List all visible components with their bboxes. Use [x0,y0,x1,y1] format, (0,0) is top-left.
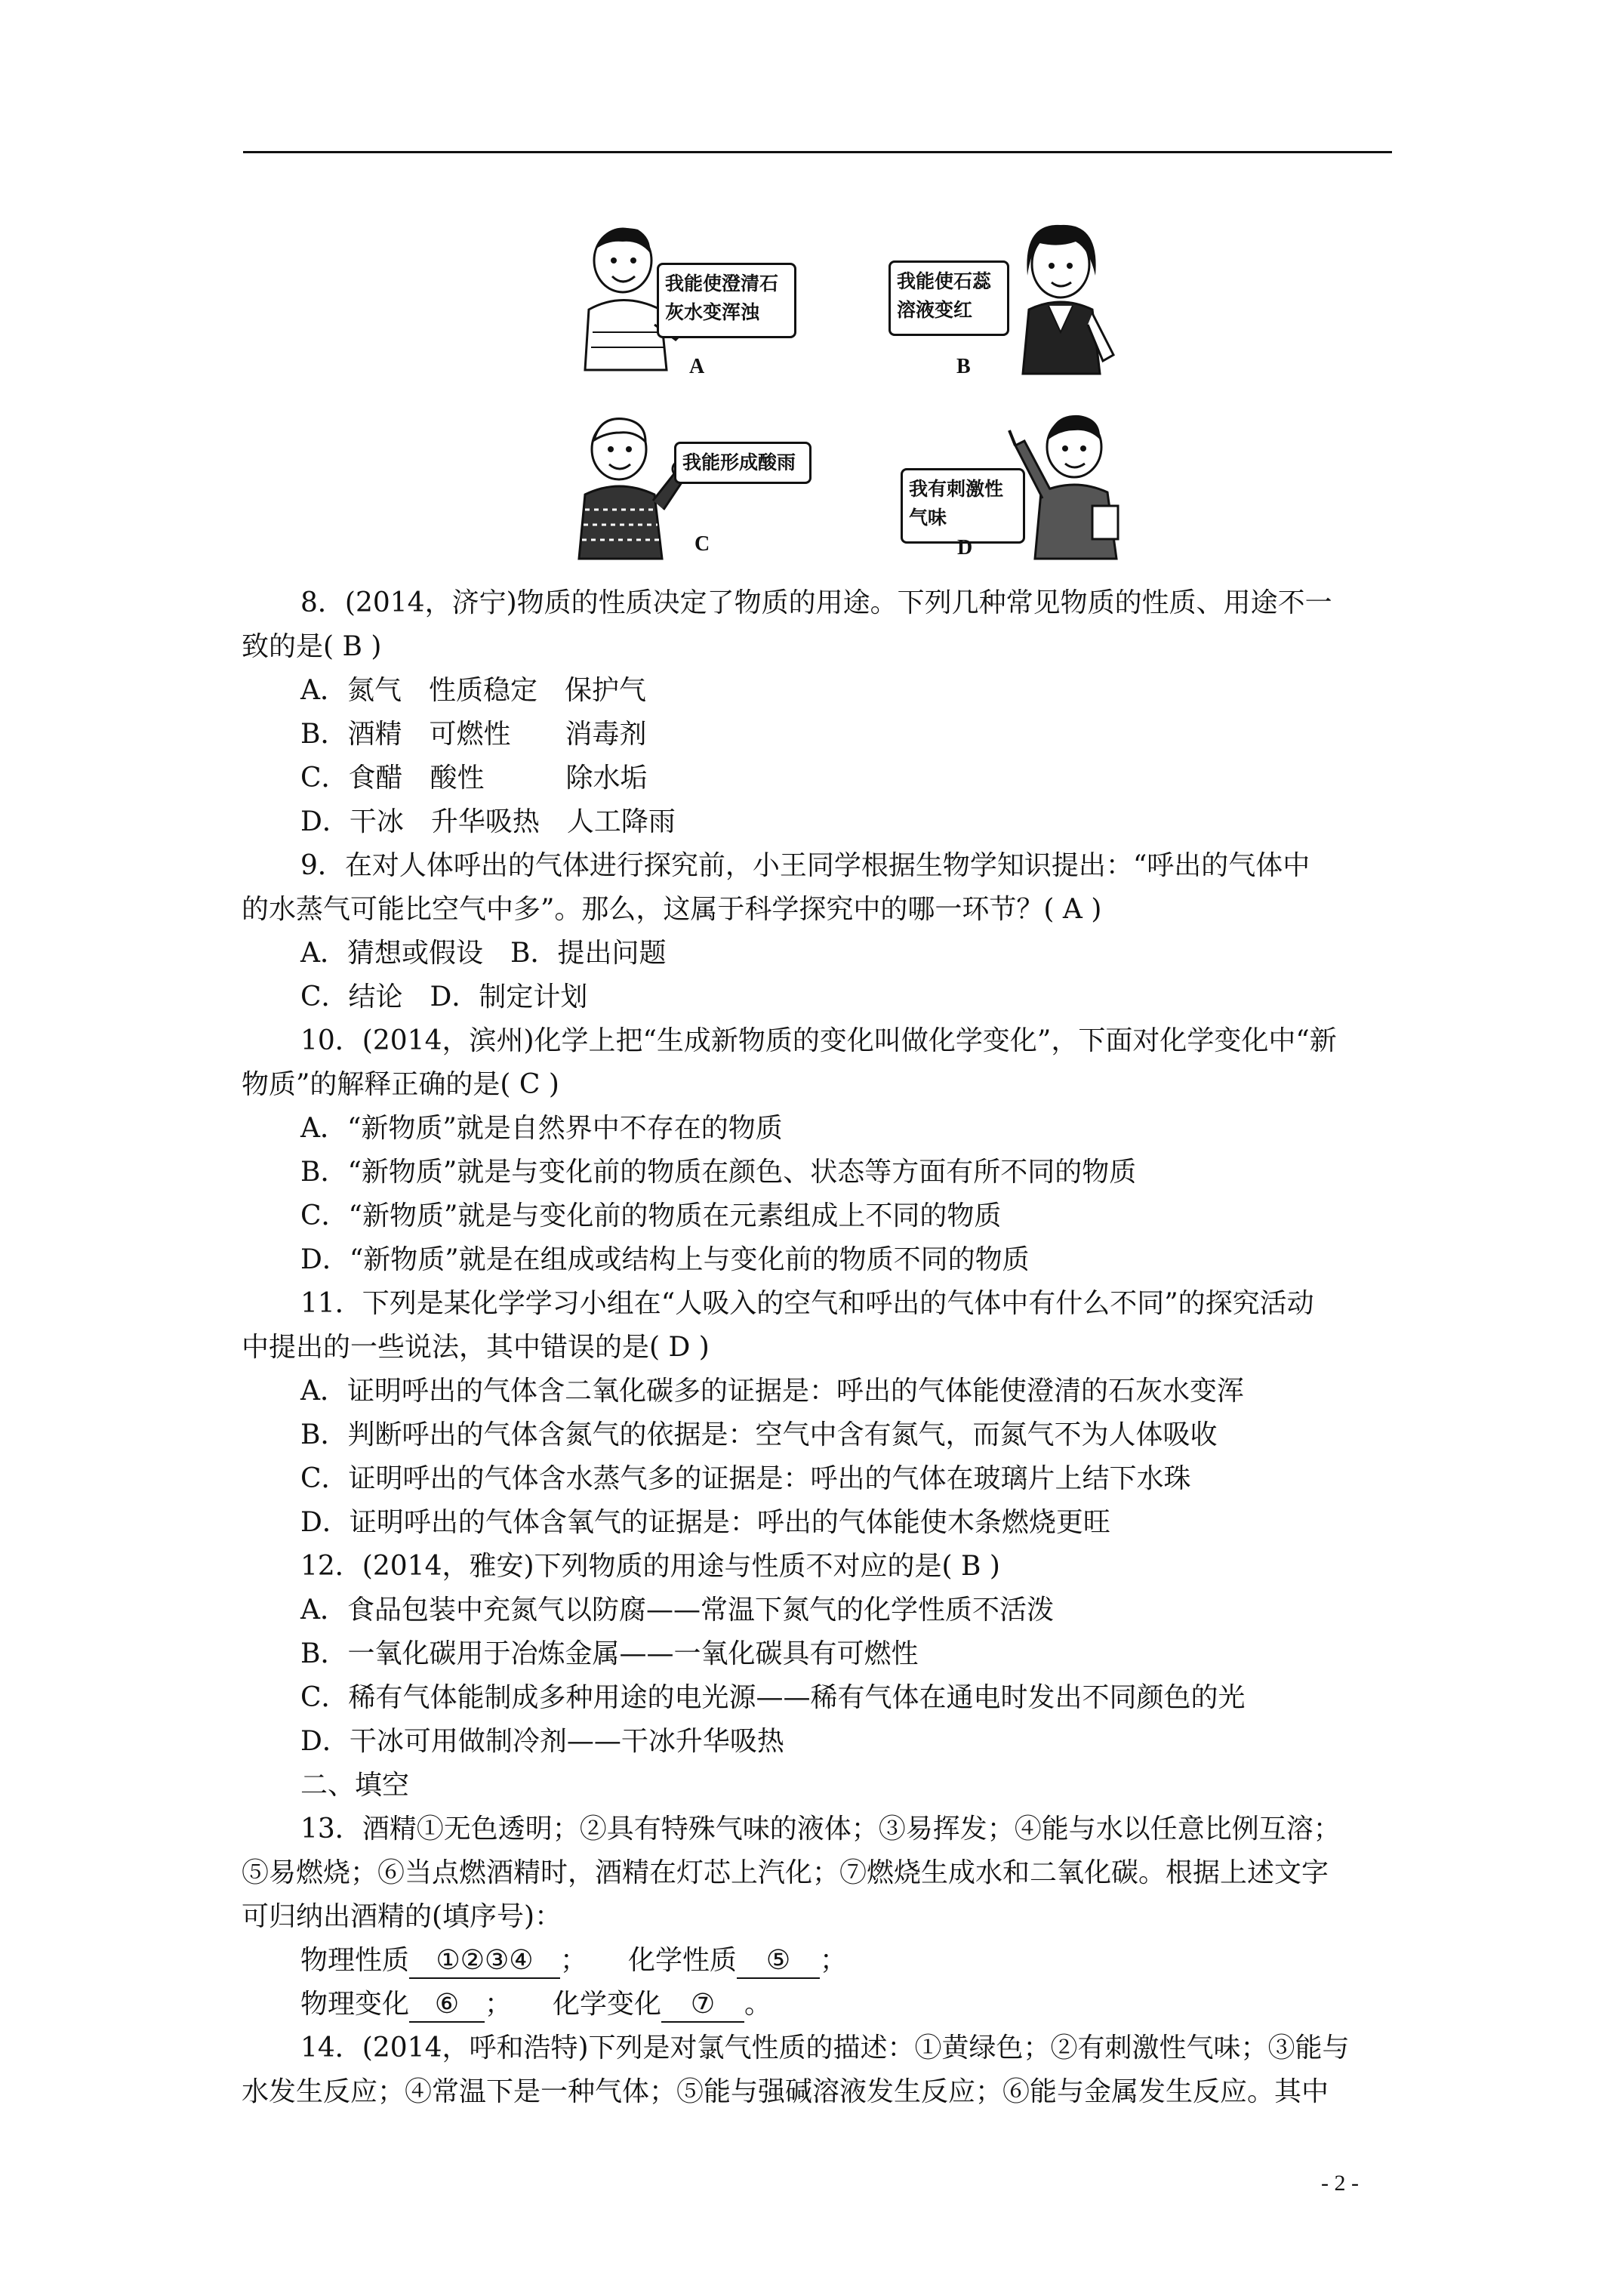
question-text: 8．(2014，济宁)物质的性质决定了物质的用途。下列几种常见物质的性质、用途不一 [300,587,1332,618]
question-text: 11．下列是某化学学习小组在“人吸入的空气和呼出的气体中有什么不同”的探究活动 [300,1288,1314,1319]
question-text: 的水蒸气可能比空气中多”。那么，这属于科学探究中的哪一环节？( A ) [242,894,1102,925]
answer-label: 物理性质 [300,1945,410,1976]
option-row: A．猜想或假设 B．提出问题 [300,938,667,969]
question-11 [242,1282,1397,1545]
question-10 [242,1019,1397,1282]
panel-b [879,219,1129,389]
answer-blank: ⑥ [409,1988,485,2023]
speech-bubble-a [657,263,796,338]
bubble-a-line-1: 我能使澄清石 [665,273,779,294]
question-13 [242,1808,1397,2026]
option-d: D．证明呼出的气体含氧气的证据是：呼出的气体能使木条燃烧更旺 [300,1507,1110,1538]
answer-label: 物理变化 [300,1989,410,2020]
option-b: B．“新物质”就是与变化前的物质在颜色、状态等方面有所不同的物质 [300,1157,1137,1188]
question-9 [242,844,1397,1019]
question-text: 10．(2014，滨州)化学上把“生成新物质的变化叫做化学变化”，下面对化学变化中“新 [300,1025,1337,1056]
answer-end: 。 [744,1989,772,2020]
panel-b-letter: B [956,355,971,378]
option-a: A．食品包装中充氮气以防腐——常温下氮气的化学性质不活泼 [300,1595,1054,1626]
question-text: 14．(2014，呼和浩特)下列是对氯气性质的描述：①黄绿色；②有刺激性气味；③能与 [300,2032,1350,2063]
answer-row-2 [242,1983,1397,2026]
option-d: D．“新物质”就是在组成或结构上与变化前的物质不同的物质 [300,1244,1030,1275]
option-row: C．结论 D．制定计划 [300,982,588,1012]
option-a: A．氮气 性质稳定 保护气 [300,675,646,706]
bubble-d-line-2: 气味 [909,507,947,529]
option-c: C．“新物质”就是与变化前的物质在元素组成上不同的物质 [300,1200,1002,1231]
bubble-b-line-1: 我能使石蕊 [897,270,992,292]
question-text: ⑤易燃烧；⑥当点燃酒精时，酒精在灯芯上汽化；⑦燃烧生成水和二氧化碳。根据上述文字 [242,1857,1329,1888]
bubble-c-line-1: 我能形成酸雨 [682,451,796,473]
option-c: C．证明呼出的气体含水蒸气多的证据是：呼出的气体在玻璃片上结下水珠 [300,1463,1191,1494]
speech-bubble-d [901,468,1025,544]
question-text: 水发生反应；④常温下是一种气体；⑤能与强碱溶液发生反应；⑥能与金属发生反应。其中 [242,2076,1329,2107]
question-text: 可归纳出酒精的(填序号)： [242,1901,562,1932]
answer-label: 化学性质 [628,1945,738,1976]
panel-c-letter: C [694,532,710,556]
panel-c [570,411,819,562]
option-a: A．“新物质”就是自然界中不存在的物质 [300,1113,783,1144]
question-12 [242,1545,1397,1764]
question-text: 物质”的解释正确的是( C ) [242,1069,559,1100]
section-heading: 二、填空 [300,1770,410,1801]
option-a: A．证明呼出的气体含二氧化碳多的证据是：呼出的气体能使澄清的石灰水变浑 [300,1376,1244,1407]
bubble-a-line-2: 灰水变浑浊 [665,301,760,323]
question-content [242,581,1397,2114]
question-text: 9．在对人体呼出的气体进行探究前，小王同学根据生物学知识提出：“呼出的气体中 [300,850,1310,881]
option-b: B．判断呼出的气体含氮气的依据是：空气中含有氮气，而氮气不为人体吸收 [300,1419,1218,1450]
option-b: B．一氧化碳用于冶炼金属——一氧化碳具有可燃性 [300,1638,919,1669]
option-b: B．酒精 可燃性 消毒剂 [300,719,647,750]
question-8 [242,581,1397,844]
speech-bubble-c [674,442,812,484]
bubble-b-line-2: 溶液变红 [897,299,973,321]
panel-a-letter: A [689,355,705,378]
answer-row-1 [242,1939,1397,1983]
question-text: 致的是( B ) [242,631,382,662]
option-c: C．稀有气体能制成多种用途的电光源——稀有气体在通电时发出不同颜色的光 [300,1682,1246,1713]
page-number: - 2 - [1321,2171,1359,2196]
bubble-d-line-1: 我有刺激性 [909,478,1004,500]
answer-blank: ⑦ [661,1988,744,2023]
speech-bubble-b [888,260,1009,336]
answer-blank: ⑤ [737,1944,820,1979]
answer-end: ； [820,1945,848,1976]
question-text: 13．酒精①无色透明；②具有特殊气味的液体；③易挥发；④能与水以任意比例互溶； [300,1814,1341,1845]
header-rule [243,151,1392,153]
question-text: 中提出的一些说法，其中错误的是( D ) [242,1332,710,1363]
answer-label: 化学变化 [553,1989,662,2020]
panel-d-letter: D [957,536,973,559]
option-c: C．食醋 酸性 除水垢 [300,763,648,794]
panel-a [570,219,819,389]
option-d: D．干冰 升华吸热 人工降雨 [300,806,676,837]
answer-separator: ； [560,1945,629,1976]
answer-separator: ； [485,1989,553,2020]
question-14 [242,2026,1397,2114]
option-d: D．干冰可用做制冷剂——干冰升华吸热 [300,1726,784,1757]
answer-blank: ①②③④ [409,1944,560,1979]
question-text: 12．(2014，雅安)下列物质的用途与性质不对应的是( B ) [300,1551,1000,1582]
panel-d [895,393,1144,562]
